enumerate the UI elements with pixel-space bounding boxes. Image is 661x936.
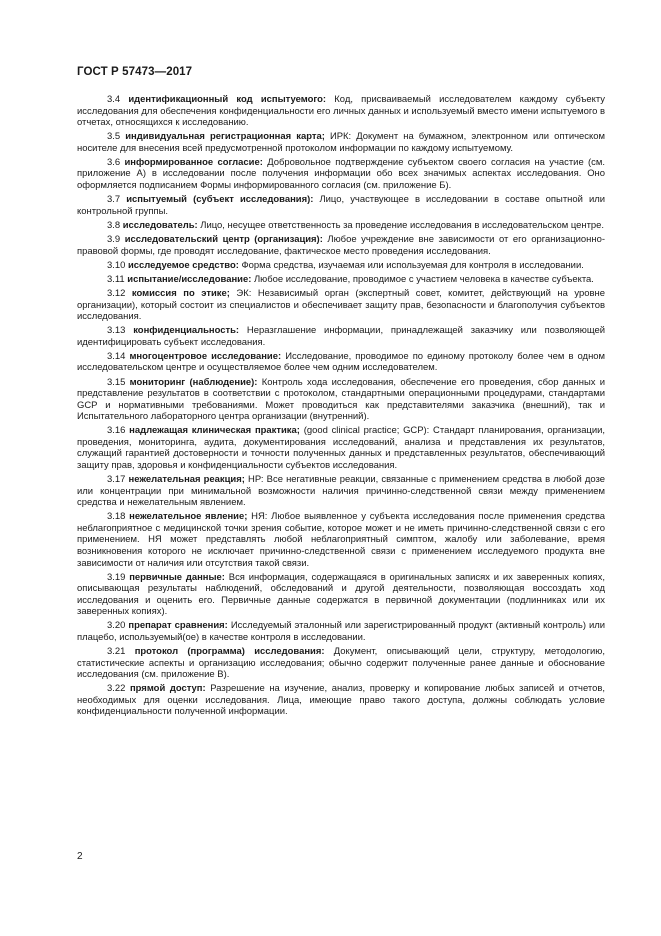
definition-item (77, 157, 605, 192)
definition-text: Исследование, проводимое по единому протоколу более чем в одном исследовательском центре и осуществляемое более чем одним исследователем. (77, 350, 606, 374)
definition-text: НР: Все негативные реакции, связанные с применением средства в любой дозе или концентрации при минимальной возможности наличия причинно-следственной связи между применением средства и нежелательным явлением. (77, 474, 606, 509)
definition-text: Исследуемый эталонный или зарегистрированный продукт (активный контроль) или плацебо, используемый(ое) в качестве контроля в исследовании. (77, 620, 606, 644)
definition-number: 3.14 (107, 350, 126, 362)
definition-term: многоцентровое исследование: (129, 350, 282, 362)
definition-text: Вся информация, содержащаяся в оригинальных записях и их заверенных копиях, описывающая результаты наблюдений, обследований и другой деятельности, позволяющая воссоздать ход исследования и оценить его. Первичные данные содержатся в первичной документации (подлинниках или их заверенных копиях). (77, 571, 606, 618)
definition-text: Разрешение на изучение, анализ, проверку и копирование любых записей и отчетов, необходимых для оценки исследования. Лица, имеющие право такого доступа, должны соблюдать условие конфиденциальности полученной информации. (77, 683, 605, 718)
definition-number: 3.19 (107, 571, 126, 583)
definition-term: информированное согласие: (124, 156, 263, 168)
definition-term: испытуемый (субъект исследования): (126, 194, 314, 206)
definition-term: исследуемое средство: (128, 259, 239, 271)
definition-text: Документ, описывающий цели, структуру, методологию, статистические аспекты и организацию исследования; обычно содержит полученные ранее данные и обоснование исследования (см. приложение В). (77, 646, 605, 681)
definition-number: 3.10 (107, 259, 126, 271)
definition-number: 3.6 (107, 156, 121, 168)
definition-term: нежелательное явление; (129, 511, 248, 523)
definition-term: протокол (программа) исследования: (134, 646, 325, 658)
definition-text: Любое исследование, проводимое с участием человека в качестве субъекта. (253, 273, 594, 285)
definition-text: Добровольное подтверждение субъектом своего согласия на участие (см. приложение А) в исследовании после получения информации обо всех значимых аспектах исследования. Оно оформляется подписанием Формы информированного согласия (см. приложение Б). (77, 156, 605, 192)
definition-item (77, 425, 605, 471)
definition-number: 3.17 (107, 474, 126, 486)
definition-text: ИРК: Документ на бумажном, электронном или оптическом носителе для внесения всей предусмотренной протоколом информации по каждому испытуемому. (77, 131, 605, 154)
definition-number: 3.21 (107, 646, 126, 658)
definition-item (77, 511, 605, 569)
definition-item (77, 646, 605, 681)
definition-number: 3.22 (107, 683, 126, 695)
definition-term: испытание/исследование: (127, 273, 252, 285)
definition-item (77, 274, 605, 286)
definition-text: Любое учреждение вне зависимости от его организационно-правовой формы, где проводят исследование, фактическое место проведения исследования. (77, 233, 605, 257)
definition-term: первичные данные: (129, 571, 225, 583)
definition-item (77, 94, 605, 129)
document-header: ГОСТ Р 57473—2017 (77, 66, 193, 78)
definition-number: 3.4 (107, 94, 121, 105)
definition-item (77, 572, 605, 618)
definition-item (77, 325, 605, 348)
definition-item (77, 220, 605, 232)
definitions-list (77, 94, 605, 721)
definition-term: исследовательский центр (организация): (124, 233, 323, 245)
definition-term: препарат сравнения: (128, 620, 228, 632)
definition-item (77, 288, 605, 323)
definition-number: 3.13 (107, 325, 126, 337)
definition-item (77, 260, 605, 272)
definition-text: Неразглашение информации, принадлежащей заказчику или позволяющей идентифицировать субъект исследования. (77, 325, 606, 348)
definition-text: ЭК: Независимый орган (экспертный совет, комитет, действующий на уровне организации), который состоит из специалистов и обеспечивает защиту прав, безопасности и благополучия субъектов исследования. (77, 287, 606, 323)
definition-term: прямой доступ: (129, 683, 206, 695)
definition-text: Контроль хода исследования, обеспечение его проведения, сбор данных и представление результатов в соответствии с протоколом, стандартными операционными процедурами, стандартами GCP и нормативными требованиями. Может проводиться как представителями заказчика (внешний), так и Испытательного лабораторного центра организации (внутренний). (77, 376, 605, 423)
definition-term: исследователь: (122, 219, 198, 231)
definition-text: Форма средства, изучаемая или используемая для контроля в исследовании. (241, 259, 584, 271)
definition-term: комиссия по этике; (131, 287, 230, 299)
definition-number: 3.16 (107, 425, 126, 437)
definition-term: мониторинг (наблюдение): (129, 376, 258, 388)
definition-text: Лицо, участвующее в исследовании в составе опытной или контрольной группы. (77, 194, 606, 217)
definition-text: Код, присваиваемый исследователем каждому субъекту исследования для обеспечения конфиденциальности его личных данных и используемый вместо имени испытуемого в отчетах, относящихся к исследованию. (77, 94, 606, 129)
definition-term: индивидуальная регистрационная карта; (125, 131, 325, 143)
definition-number: 3.18 (107, 511, 126, 523)
definition-number: 3.12 (107, 287, 126, 299)
definition-item (77, 194, 605, 217)
definition-number: 3.8 (107, 219, 121, 231)
definition-term: идентификационный код испытуемого: (128, 94, 327, 105)
definition-text: (good clinical practice; GCP): Стандарт планирования, организации, проведения, мониторинга, аудита, документирования исследований, анализа и представления их результатов, служащий гарантией достоверности и точности полученных данных и представленных результатов, обеспечивающий защиту прав, здоровья и конфиденциальности субъектов исследования. (77, 425, 606, 471)
definition-term: конфиденциальность: (133, 325, 240, 337)
definition-term: нежелательная реакция; (128, 474, 245, 486)
definition-item (77, 377, 605, 423)
definition-text: НЯ: Любое выявленное у субъекта исследования после применения средства неблагоприятное с медицинской точки зрения событие, которое может и не иметь причинно-следственной связи с его применением. НЯ может представлять любой неблагоприятный симптом, жалобу или заболевание, время возникновения которого не исключает причинно-следственной связи с применением исследуемого продукта вне зависимости от наличия или отсутствия такой связи. (77, 511, 605, 569)
definition-item (77, 351, 605, 374)
definition-number: 3.11 (107, 273, 125, 285)
definition-number: 3.20 (107, 620, 126, 632)
definition-text: Лицо, несущее ответственность за проведение исследования в исследовательском центре. (200, 219, 605, 231)
page-number: 2 (77, 851, 83, 862)
definition-item (77, 683, 605, 718)
definition-item (77, 131, 605, 154)
definition-item (77, 474, 605, 509)
definition-number: 3.7 (107, 194, 121, 206)
definition-item (77, 234, 605, 257)
definition-term: надлежащая клиническая практика; (129, 425, 300, 437)
definition-number: 3.15 (107, 376, 126, 388)
definition-number: 3.5 (107, 131, 121, 143)
definition-number: 3.9 (107, 233, 121, 245)
definition-item (77, 620, 605, 643)
